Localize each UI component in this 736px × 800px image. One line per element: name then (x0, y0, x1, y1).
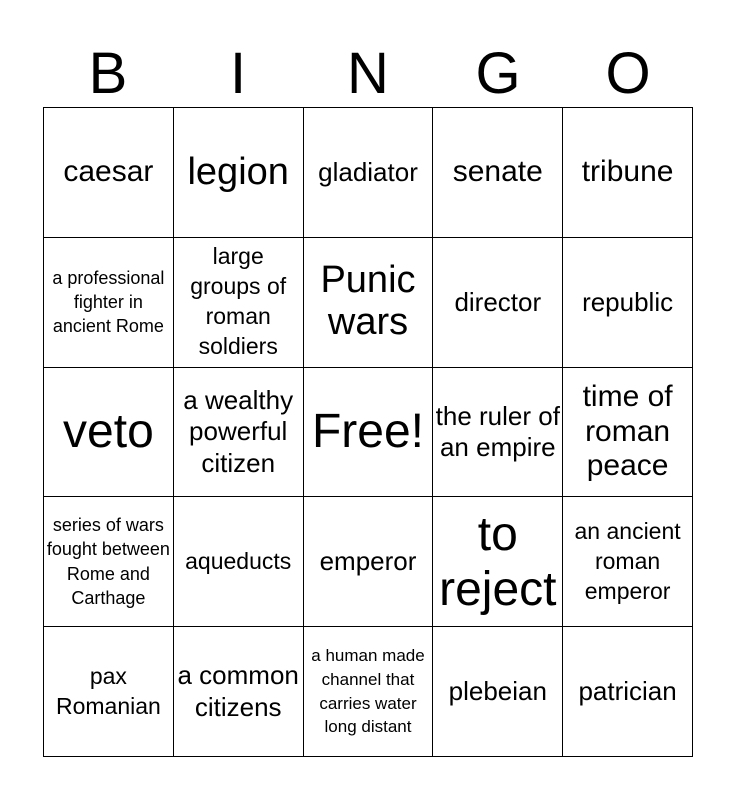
cell-text: series of wars fought between Rome and Carthage (46, 515, 170, 609)
bingo-cell-r2c2[interactable] (174, 238, 304, 368)
cell-text: time of roman peace (582, 380, 673, 483)
bingo-cell-r5c5[interactable] (563, 627, 693, 757)
bingo-cell-r5c1[interactable] (44, 627, 174, 757)
cell-text: veto (63, 405, 154, 459)
cell-text: a common citizens (177, 660, 299, 722)
cell-text: tribune (581, 155, 674, 189)
bingo-cell-r3c1[interactable] (44, 368, 174, 498)
bingo-cell-r4c2[interactable] (174, 497, 304, 627)
cell-text: legion (187, 150, 289, 193)
cell-text: a professional fighter in ancient Rome (52, 267, 165, 337)
cell-text: pax Romanian (55, 662, 161, 719)
bingo-cell-r5c2[interactable] (174, 627, 304, 757)
cell-text: emperor (319, 546, 417, 577)
bingo-cell-r3c3[interactable] (304, 368, 434, 498)
cell-text: senate (452, 155, 543, 189)
cell-text: the ruler of an empire (435, 400, 560, 462)
bingo-cell-r2c3[interactable] (304, 238, 434, 368)
cell-text: a wealthy powerful citizen (183, 385, 294, 478)
bingo-cell-r1c4[interactable] (433, 108, 563, 238)
cell-text: director (454, 286, 542, 317)
bingo-cell-r1c5[interactable] (563, 108, 693, 238)
bingo-cell-r4c5[interactable] (563, 497, 693, 627)
bingo-cell-r3c5[interactable] (563, 368, 693, 498)
bingo-header (43, 40, 693, 108)
cell-text: a human made channel that carries water long distant (311, 646, 425, 737)
bingo-cell-r1c1[interactable] (44, 108, 174, 238)
cell-text: an ancient roman emperor (574, 517, 681, 604)
cell-text: Punic wars (320, 259, 416, 344)
cell-text: patrician (578, 676, 677, 706)
bingo-cell-r4c1[interactable] (44, 497, 174, 627)
header-letter-i: I (229, 41, 247, 106)
bingo-grid (43, 107, 693, 757)
header-letter-b: B (88, 41, 128, 106)
header-letter-o: O (605, 41, 651, 106)
header-letter-g: G (475, 41, 521, 106)
cell-text: gladiator (318, 156, 418, 187)
bingo-cell-r5c4[interactable] (433, 627, 563, 757)
header-letter-n: N (347, 41, 389, 106)
cell-text: plebeian (448, 676, 547, 706)
bingo-cell-r2c4[interactable] (433, 238, 563, 368)
bingo-cell-r5c3[interactable] (304, 627, 434, 757)
bingo-cell-r2c1[interactable] (44, 238, 174, 368)
free-space: Free! (311, 405, 424, 459)
bingo-cell-r2c5[interactable] (563, 238, 693, 368)
bingo-cell-r1c2[interactable] (174, 108, 304, 238)
cell-text: caesar (63, 155, 154, 189)
cell-text: large groups of roman soldiers (190, 243, 287, 360)
bingo-cell-r3c2[interactable] (174, 368, 304, 498)
cell-text: to reject (439, 507, 557, 616)
bingo-cell-r4c3[interactable] (304, 497, 434, 627)
cell-text: republic (582, 286, 674, 317)
bingo-cell-r1c3[interactable] (304, 108, 434, 238)
bingo-cell-r3c4[interactable] (433, 368, 563, 498)
cell-text: aqueducts (185, 547, 292, 574)
bingo-cell-r4c4[interactable] (433, 497, 563, 627)
